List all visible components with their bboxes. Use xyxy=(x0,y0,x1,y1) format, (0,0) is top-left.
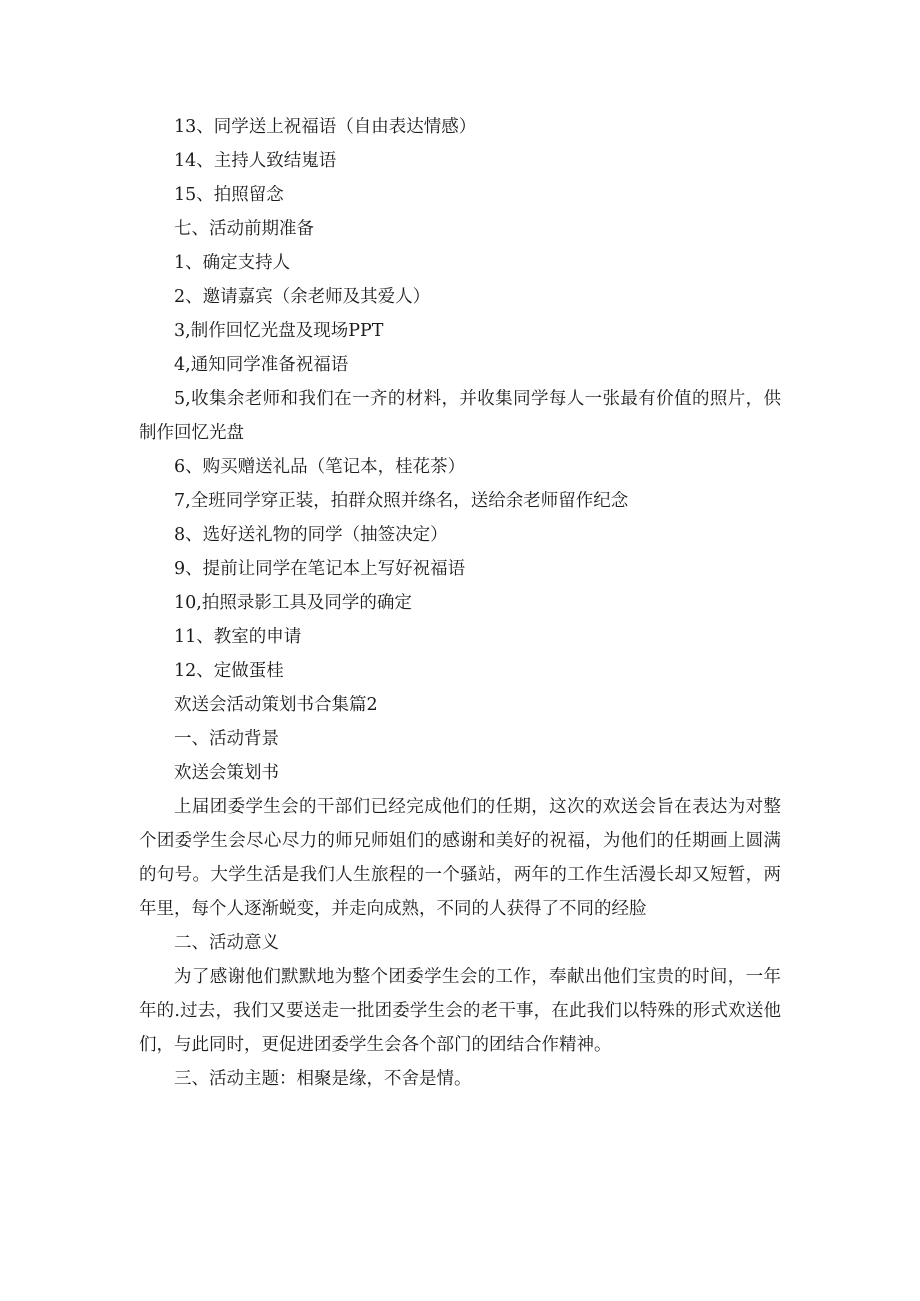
prep-item-12: 12、定做蛋桂 xyxy=(174,661,284,681)
background-paragraph: 上届团委学生会的干部们已经完成他们的任期，这次的欢送会旨在表达为对整个团委学生会尽心尽力的师兄师姐们的感谢和美好的祝福，为他们的任期画上圆满的句号。大学生活是我们人生旅程的一个骚站，两年的工作生活漫长却又短暂，两年里，每个人逐渐蜕变，并走向成熟，不同的人获得了不同的经脸 xyxy=(139,797,781,919)
prep-item-8: 8、选好送礼物的同学（抽签决定） xyxy=(174,525,448,545)
prep-item-9: 9、提前让同学在笔记本上写好祝福语 xyxy=(174,559,466,579)
prep-item-6: 6、购买赠送礼品（笔记本，桂花茶） xyxy=(174,457,466,477)
list-item-15: 15、拍照留念 xyxy=(174,185,284,205)
significance-paragraph: 为了感谢他们默默地为整个团委学生会的工作，奉献出他们宝贵的时间，一年年的.过去，我们又要送走一批团委学生会的老干事，在此我们以特殊的形式欢送他们，与此同时，更促进团委学生会各个部门的团结合作精神。 xyxy=(139,967,781,1055)
prep-item-7: 7,全班同学穿正装，拍群众照并绦名，送给余老师留作纪念 xyxy=(174,491,629,511)
article-title: 欢送会活动策划书合集篇2 xyxy=(174,695,378,715)
prep-item-5: 5,收集余老师和我们在一齐的材料，并收集同学每人一张最有价值的照片，供制作回忆光盘 xyxy=(139,389,781,443)
list-item-14: 14、主持人致结嵬语 xyxy=(174,151,337,171)
prep-item-4: 4,通知同学准备祝福语 xyxy=(174,355,349,375)
prep-item-10: 10,拍照录影工具及同学的确定 xyxy=(174,593,412,613)
prep-item-3: 3,制作回忆光盘及现场PPT xyxy=(174,321,384,341)
prep-item-1: 1、确定支持人 xyxy=(174,253,291,273)
section-heading-preparation: 七、活动前期准备 xyxy=(174,219,314,239)
document-body xyxy=(139,110,781,1096)
section-heading-background: 一、活动背景 xyxy=(174,729,279,749)
prep-item-2: 2、邀请嘉宾（余老师及其爱人） xyxy=(174,287,431,307)
subtitle: 欢送会策划书 xyxy=(174,763,279,783)
section-heading-significance: 二、活动意义 xyxy=(174,933,279,953)
list-item-13: 13、同学送上祝福语（自由表达情感） xyxy=(174,117,477,137)
section-heading-theme: 三、活动主题：相聚是缘，不舍是情。 xyxy=(174,1069,472,1089)
prep-item-11: 11、教室的申请 xyxy=(174,627,302,647)
